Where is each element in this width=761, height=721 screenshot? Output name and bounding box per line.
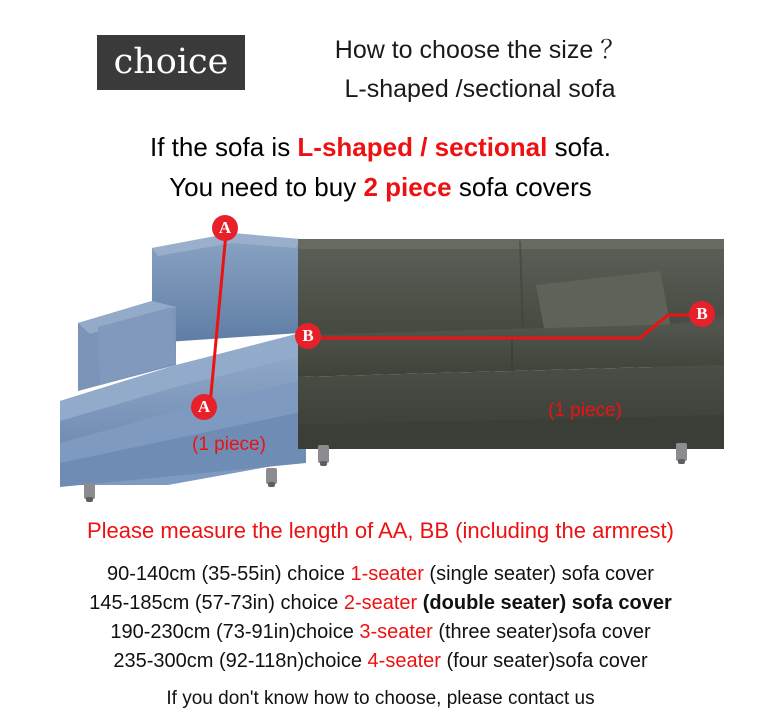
footer-note: If you don't know how to choose, please contact us: [166, 688, 595, 709]
size-seater: 1-seater: [350, 563, 424, 585]
size-seater: 4-seater: [367, 650, 441, 672]
intro-line-2-highlight: 2 piece: [363, 172, 452, 202]
brand-badge: choice: [97, 35, 245, 90]
size-row: [0, 618, 761, 647]
size-suffix: (double seater) sofa cover: [417, 592, 672, 614]
intro-line-1-pre: If the sofa is: [150, 132, 298, 162]
marker-b-left: B: [295, 323, 321, 349]
size-row: [0, 560, 761, 589]
intro-line-1-highlight: L-shaped / sectional: [297, 132, 548, 162]
intro-line-2-post: sofa covers: [451, 172, 592, 202]
marker-a-bottom: A: [191, 394, 217, 420]
sofa-illustration: [0, 215, 761, 505]
header-subtitle: L-shaped /sectional sofa: [344, 75, 616, 103]
size-suffix: (single seater) sofa cover: [423, 563, 654, 585]
intro-line-1: [0, 132, 761, 163]
sofa-diagram: [0, 215, 761, 505]
size-row: [0, 647, 761, 676]
intro-line-1-post: sofa.: [547, 132, 611, 162]
size-range: 145-185cm (57-73in) choice: [89, 592, 344, 614]
size-row: [0, 589, 761, 618]
header-title: How to choose the size ？: [334, 36, 626, 64]
measure-note: Please measure the length of AA, BB (including the armrest): [87, 518, 674, 543]
marker-a-top: A: [212, 215, 238, 241]
size-seater: 2-seater: [343, 592, 418, 614]
intro-line-2: [0, 172, 761, 203]
size-seater: 3-seater: [359, 621, 433, 643]
size-table: [0, 560, 761, 676]
size-suffix: (four seater)sofa cover: [440, 650, 648, 672]
size-range: 190-230cm (73-91in)choice: [110, 621, 360, 643]
size-range: 235-300cm (92-118n)choice: [113, 650, 368, 672]
piece-label-main: (1 piece): [548, 400, 622, 421]
intro-line-2-pre: You need to buy: [169, 172, 364, 202]
piece-label-chaise: (1 piece): [192, 434, 266, 455]
size-suffix: (three seater)sofa cover: [432, 621, 651, 643]
size-range: 90-140cm (35-55in) choice: [107, 563, 351, 585]
marker-b-right: B: [689, 301, 715, 327]
